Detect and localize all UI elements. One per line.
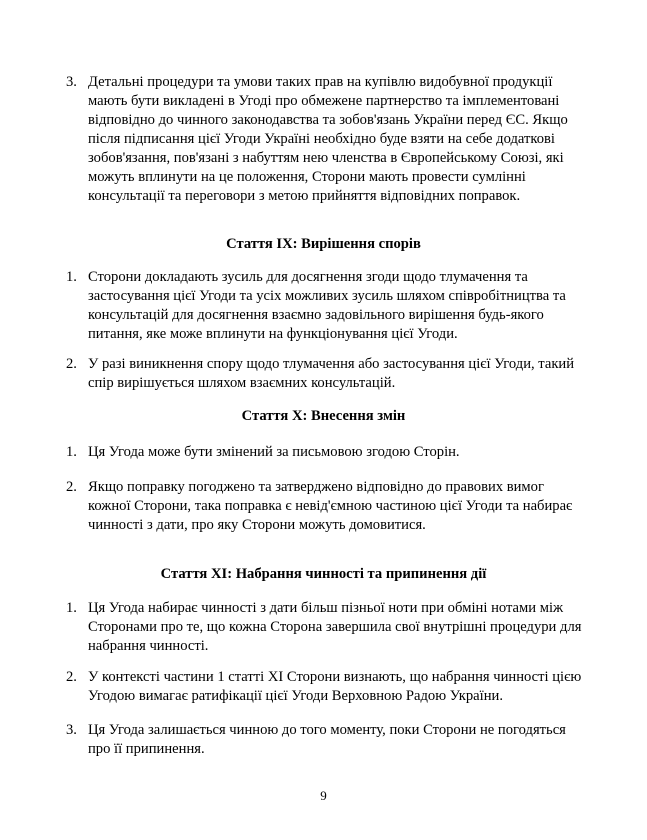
list-item <box>66 268 586 344</box>
list-item-text: Якщо поправку погоджено та затверджено відповідно до правових вимог кожної Сторони, така поправка є невід'ємною частиною цієї Угоди та набирає чинності з дати, про яку Сторони можуть домовитися. <box>88 479 573 533</box>
list-item-number: 3. <box>66 722 77 738</box>
list-item <box>66 355 586 393</box>
list-item-number: 1. <box>66 444 77 460</box>
list-item-text: Ця Угода може бути змінений за письмовою згодою Сторін. <box>88 444 460 460</box>
list-item <box>66 443 586 462</box>
article-11-heading: Стаття XI: Набрання чинності та припинення дії <box>160 566 487 582</box>
list-item-text: У разі виникнення спору щодо тлумачення або застосування цієї Угоди, такий спір вирішується шляхом взаємних консультацій. <box>88 356 575 391</box>
list-item <box>66 73 586 206</box>
list-item <box>66 478 586 535</box>
article-9-heading: Стаття IX: Вирішення спорів <box>226 236 421 252</box>
list-item-text: Детальні процедури та умови таких прав на купівлю видобувної продукції мають бути викладені в Угоді про обмежене партнерство та імплементовані відповідно до чинного законодавства та зобов'язань України перед ЄС. Якщо після підписання цієї Угоди Україні необхідно буде взяти на себе додаткові зобов'язання, пов'язані з набуттям нею членства в Європейському Союзі, які можуть вплинути на це положення, Сторони мають провести сумлінні консультації та переговори з метою прийняття відповідних поправок. <box>88 74 568 204</box>
list-item-number: 2. <box>66 669 77 685</box>
list-item-text: Сторони докладають зусиль для досягнення згоди щодо тлумачення та застосування цієї Угоди та усіх можливих зусиль шляхом співробітництва та консультацій для досягнення взаємно задовільного вирішення будь-якого питання, яке може вплинути на функціонування цієї Угоди. <box>88 269 566 342</box>
list-item-number: 2. <box>66 479 77 495</box>
list-item <box>66 599 586 656</box>
list-item-number: 2. <box>66 356 77 372</box>
page-number: 9 <box>320 788 327 803</box>
list-item-number: 3. <box>66 74 77 90</box>
list-item-text: Ця Угода залишається чинною до того моменту, поки Сторони не погодяться про її припинення. <box>88 722 566 757</box>
list-item-text: Ця Угода набирає чинності з дати більш пізньої ноти при обміні нотами між Сторонами про те, що кожна Сторона завершила свої внутрішні процедури для набрання чинності. <box>88 600 582 654</box>
list-item-number: 1. <box>66 600 77 616</box>
list-item-text: У контексті частини 1 статті XI Сторони визнають, що набрання чинності цією Угодою вимагає ратифікації цієї Угоди Верховною Радою України. <box>88 669 582 704</box>
article-10-heading: Стаття X: Внесення змін <box>241 408 406 424</box>
list-item <box>66 721 586 759</box>
list-item-number: 1. <box>66 269 77 285</box>
list-item <box>66 668 586 706</box>
